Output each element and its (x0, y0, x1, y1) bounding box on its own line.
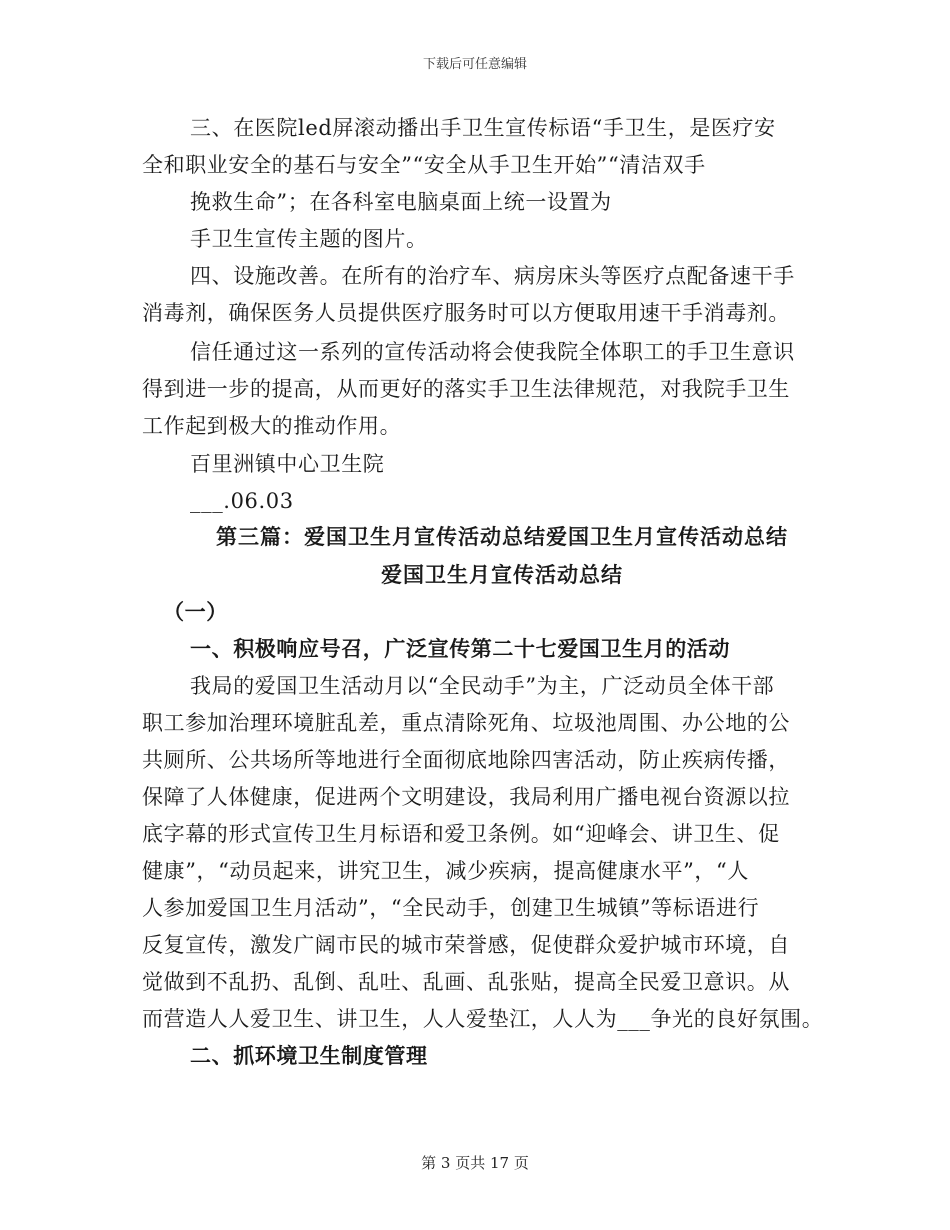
text-line: 而营造人人爱卫生、讲卫生，人人爱垫江，人人为___争光的良好氛围。 (142, 1007, 824, 1031)
section-number: （一） (163, 600, 228, 624)
chapter-title: 第三篇：爱国卫生月宣传活动总结爱国卫生月宣传活动总结 (216, 525, 788, 549)
text-line: 全和职业安全的基石与安全”“安全从手卫生开始”“清洁双手 (142, 153, 706, 177)
section-title: 爱国卫生月宣传活动总结 (381, 563, 623, 587)
text-line: 得到进一步的提高，从而更好的落实手卫生法律规范，对我院手卫生 (142, 377, 790, 401)
text-line: 反复宣传，激发广阔市民的城市荣誉感，促使群众爱护城市环境，自 (142, 933, 790, 957)
text-line: 保障了人体健康，促进两个文明建设，我局利用广播电视台资源以拉 (142, 785, 790, 809)
text-line: 人参加爱国卫生月活动”，“全民动手，创建卫生城镇”等标语进行 (142, 896, 760, 920)
text-line: 共厕所、公共场所等地进行全面彻底地除四害活动，防止疾病传播， (142, 748, 790, 772)
page-footer: 第 3 页共 17 页 (421, 1154, 529, 1172)
text-line: 健康”，“动员起来，讲究卫生，减少疾病，提高健康水平”，“人 (142, 859, 749, 883)
text-line: 我局的爱国卫生活动月以“全民动手”为主，广泛动员全体干部 (190, 674, 775, 698)
signature-org: 百里洲镇中心卫生院 (190, 452, 385, 476)
text-line: 手卫生宣传主题的图片。 (190, 227, 428, 251)
text-line: 三、在医院led屏滚动播出手卫生宣传标语“手卫生，是医疗安 (190, 116, 776, 140)
text-line: 觉做到不乱扔、乱倒、乱吐、乱画、乱张贴，提高全民爱卫意识。从 (142, 970, 790, 994)
signature-date: ___.06.03 (190, 489, 294, 513)
text-line: 底字幕的形式宣传卫生月标语和爱卫条例。如“迎峰会、讲卫生、促 (142, 822, 780, 846)
text-line: 挽救生命”；在各科室电脑桌面上统一设置为 (190, 190, 612, 214)
heading-2: 二、抓环境卫生制度管理 (190, 1044, 428, 1068)
text-line: 工作起到极大的推动作用。 (142, 414, 402, 438)
text-line: 消毒剂，确保医务人员提供医疗服务时可以方便取用速干手消毒剂。 (142, 301, 790, 325)
page-header: 下载后可任意编辑 (422, 57, 527, 72)
text-line: 职工参加治理环境脏乱差，重点清除死角、垃圾池周围、办公地的公 (142, 711, 790, 735)
text-line: 四、设施改善。在所有的治疗车、病房床头等医疗点配备速干手 (190, 264, 795, 288)
heading-1: 一、积极响应号召，广泛宣传第二十七爱国卫生月的活动 (190, 637, 730, 661)
text-line: 信任通过这一系列的宣传活动将会使我院全体职工的手卫生意识 (190, 340, 795, 364)
